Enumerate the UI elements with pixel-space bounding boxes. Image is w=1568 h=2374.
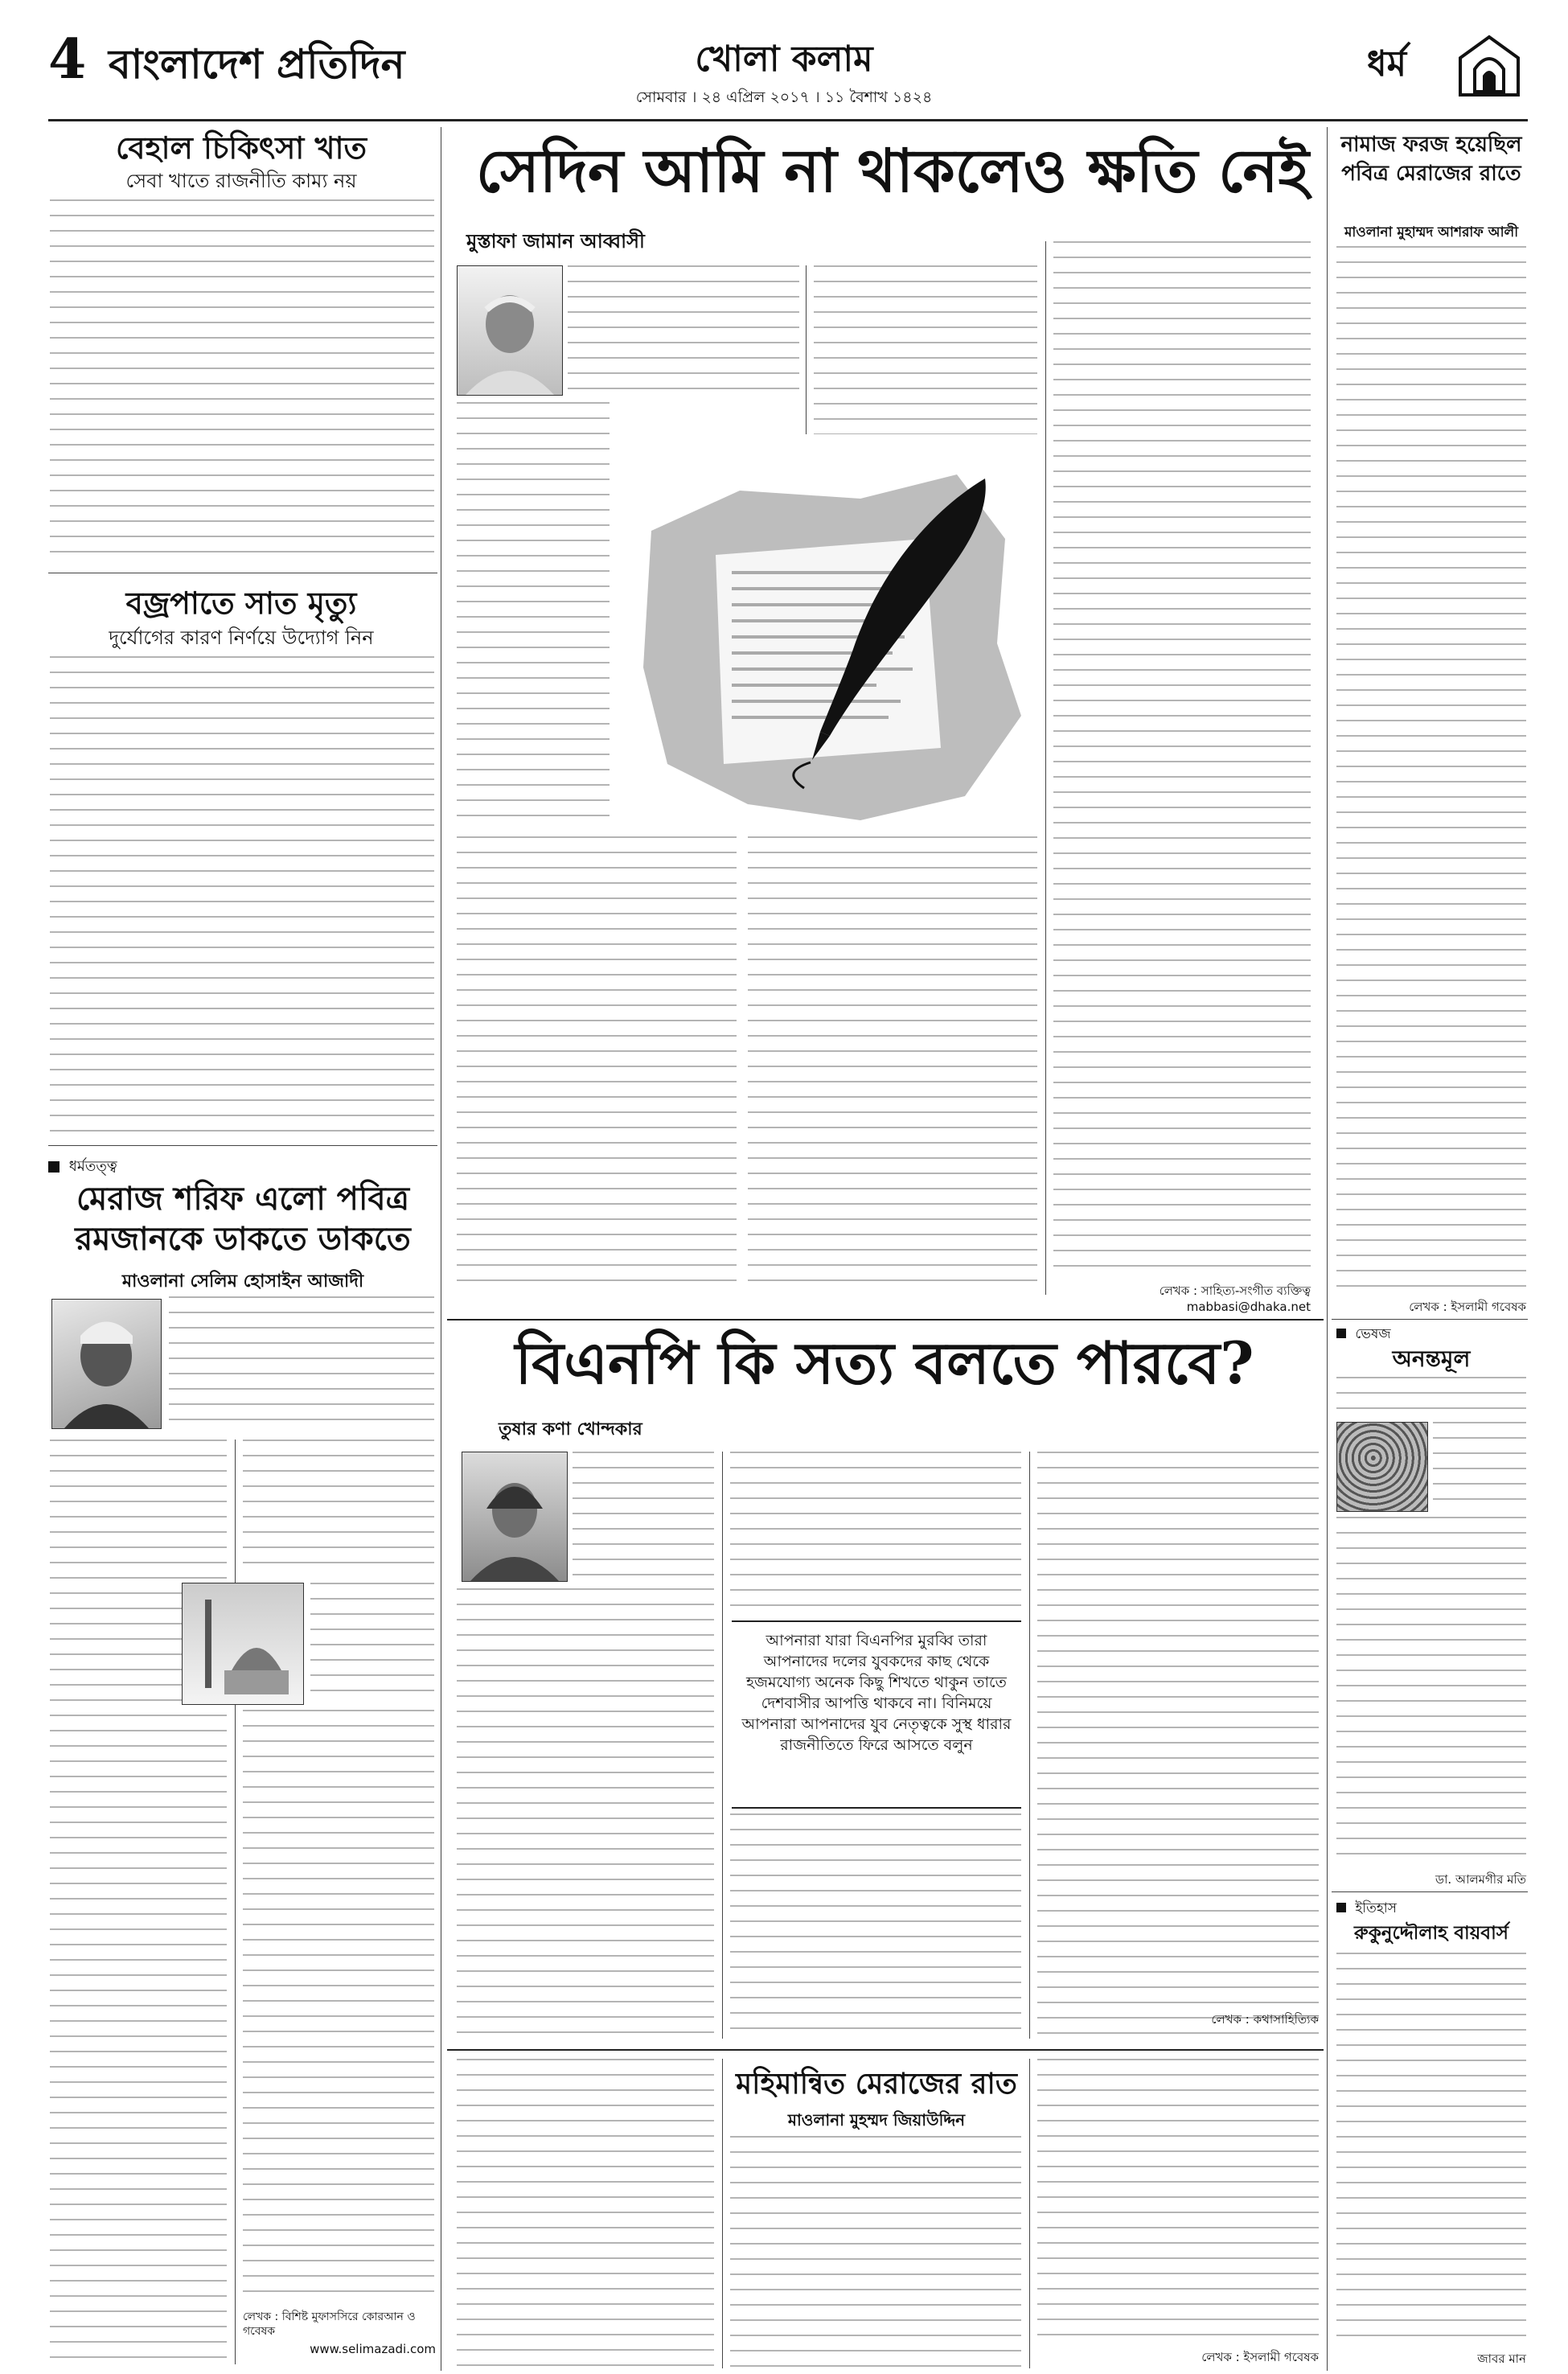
lead-text-bottom-1 xyxy=(457,836,737,1295)
lead-divider-a xyxy=(806,265,807,434)
miraj-text-left xyxy=(50,1440,227,2364)
lead-email: mabbasi@dhaka.net xyxy=(1186,1300,1311,1314)
lightning-subtitle: দুর্যোগের কারণ নির্ণয়ে উদ্যোগ নিন xyxy=(109,626,374,649)
pull-quote-text: আপনারা যারা বিএনপির মুরব্বি তারা আপনাদের দলের যুবকদের কাছ থেকে হজমযোগ্য অনেক কিছু শিখতে থাকুন তাতে দেশবাসীর আপত্তি থাকবে না। বিনিময়ে আপনারা আপনাদের যুব নেতৃত্বকে সুস্থ ধারার রাজনীতিতে ফিরে আসতে বলুন xyxy=(741,1632,1012,1754)
second-divider-b xyxy=(1029,1452,1030,2039)
antamul-text-bottom xyxy=(1336,1517,1526,1863)
miraj-title: মেরাজ শরিফ এলো পবিত্র রমজানকে ডাকতে ডাকতে xyxy=(75,1180,411,1258)
third-text-right xyxy=(1037,2059,1319,2344)
lead-bottom-rule xyxy=(447,1319,1324,1320)
right-divider-1 xyxy=(1332,1319,1528,1320)
quill-illustration xyxy=(619,442,1037,844)
masthead xyxy=(0,0,1568,121)
third-text-mid xyxy=(730,2136,1021,2368)
author-photo-abbasi xyxy=(457,265,563,396)
miraj-text-right-b xyxy=(310,1583,434,1703)
author-photo-selim-azadi xyxy=(51,1299,162,1429)
namaz-title: নামাজ ফরজ হয়েছিল পবিত্র মেরাজের রাতে xyxy=(1340,133,1522,186)
masthead-rule xyxy=(48,119,1528,121)
lightning-title: বজ্রপাতে সাত মৃত্যু xyxy=(125,585,357,621)
right-column-divider xyxy=(1327,127,1328,2371)
second-bottom-rule xyxy=(447,2049,1324,2051)
paper-name: বাংলাদেশ প্রতিদিন xyxy=(109,40,405,88)
lead-text-col1 xyxy=(457,402,610,828)
miraj-author: মাওলানা সেলিম হোসাইন আজাদী xyxy=(121,1271,364,1292)
lead-writer-note: লেখক : সাহিত্য-সংগীত ব্যক্তিত্ব xyxy=(1159,1284,1311,1298)
third-divider-a xyxy=(722,2059,723,2368)
third-author: মাওলানা মুহম্মদ জিয়াউদ্দিন xyxy=(787,2110,966,2130)
antamul-text-top xyxy=(1336,1377,1526,1417)
square-marker-icon xyxy=(48,1161,60,1173)
second-divider-a xyxy=(722,1452,723,2039)
square-marker-icon xyxy=(1336,1329,1346,1338)
page-number: 4 xyxy=(48,27,87,92)
third-text-left xyxy=(457,2059,714,2368)
dharmatatta-label xyxy=(48,1155,117,1180)
second-text-col2-bottom xyxy=(730,1813,1021,2039)
section-center: খোলা কলাম xyxy=(695,39,873,80)
dharmatatta-text: ধর্মতত্ত্ব xyxy=(68,1158,117,1175)
left-divider-2 xyxy=(48,1145,437,1146)
itihas-label xyxy=(1336,1898,1397,1920)
third-divider-b xyxy=(1029,2059,1030,2368)
bheshaj-label xyxy=(1336,1324,1391,1346)
lead-text-col3 xyxy=(1053,241,1311,1279)
square-marker-icon xyxy=(1336,1903,1346,1912)
second-author: তুষার কণা খোন্দকার xyxy=(499,1419,642,1440)
second-text-col3 xyxy=(1037,1452,1319,2039)
namaz-writer-note: লেখক : ইসলামী গবেষক xyxy=(1409,1300,1526,1314)
section-right: ধর্ম xyxy=(1367,43,1407,84)
miraj-inner-divider xyxy=(235,1440,236,2364)
history-writer-note: জাবর মান xyxy=(1477,2351,1526,2366)
antamul-text-side xyxy=(1433,1422,1526,1510)
health-editorial-text xyxy=(50,199,434,566)
herb-photo xyxy=(1336,1422,1428,1512)
miraj-writer-note: লেখক : বিশিষ্ট মুফাসসিরে কোরআন ও গবেষক xyxy=(243,2310,416,2338)
history-title: রুকুনুদ্দৌলাহ বায়বার্স xyxy=(1354,1922,1508,1944)
pull-quote-box xyxy=(732,1620,1021,1809)
namaz-author: মাওলানা মুহাম্মদ আশরাফ আলী xyxy=(1344,224,1519,240)
antamul-title: অনন্তমূল xyxy=(1392,1345,1471,1372)
mosque-dome-icon xyxy=(1457,34,1521,98)
lead-text-col2-top xyxy=(814,265,1037,434)
lightning-editorial-text xyxy=(50,656,434,1139)
lead-divider-b xyxy=(1045,241,1046,1295)
health-title: বেহাল চিকিৎসা খাত xyxy=(115,129,367,166)
history-text xyxy=(1336,1953,1526,2347)
third-writer-note: লেখক : ইসলামী গবেষক xyxy=(1201,2350,1319,2364)
namaz-text xyxy=(1336,246,1526,1292)
lead-text-intro xyxy=(568,265,799,394)
third-headline: মহিমান্বিত মেরাজের রাত xyxy=(736,2067,1017,2101)
issue-date: সোমবার । ২৪ এপ্রিল ২০১৭ । ১১ বৈশাখ ১৪২৪ xyxy=(635,88,933,106)
antamul-writer-note: ডা. আলমগীর মতি xyxy=(1435,1872,1526,1887)
right-divider-2 xyxy=(1332,1891,1528,1892)
mosque-photo xyxy=(182,1583,304,1705)
miraj-text-right-c xyxy=(243,1710,434,2297)
author-photo-tushar xyxy=(462,1452,568,1582)
miraj-text-right-a xyxy=(243,1440,434,1576)
miraj-text-top xyxy=(169,1296,434,1433)
second-text-intro xyxy=(573,1452,714,1580)
second-headline: বিএনপি কি সত্য বলতে পারবে? xyxy=(515,1329,1254,1397)
lead-text-bottom-2 xyxy=(748,836,1037,1295)
second-text-col1 xyxy=(457,1588,714,2039)
health-subtitle: সেবা খাতে রাজনীতি কাম্য নয় xyxy=(125,170,357,192)
itihas-text: ইতিহাস xyxy=(1355,1900,1397,1916)
second-text-col2 xyxy=(730,1452,1021,1612)
bheshaj-text: ভেষজ xyxy=(1355,1326,1391,1342)
lead-author: মুস্তাফা জামান আব্বাসী xyxy=(466,230,645,253)
lead-headline: সেদিন আমি না থাকলেও ক্ষতি নেই xyxy=(476,137,1309,206)
miraj-website: www.selimazadi.com xyxy=(310,2342,436,2356)
second-writer-note: লেখক : কথাসাহিত্যিক xyxy=(1211,2012,1319,2027)
